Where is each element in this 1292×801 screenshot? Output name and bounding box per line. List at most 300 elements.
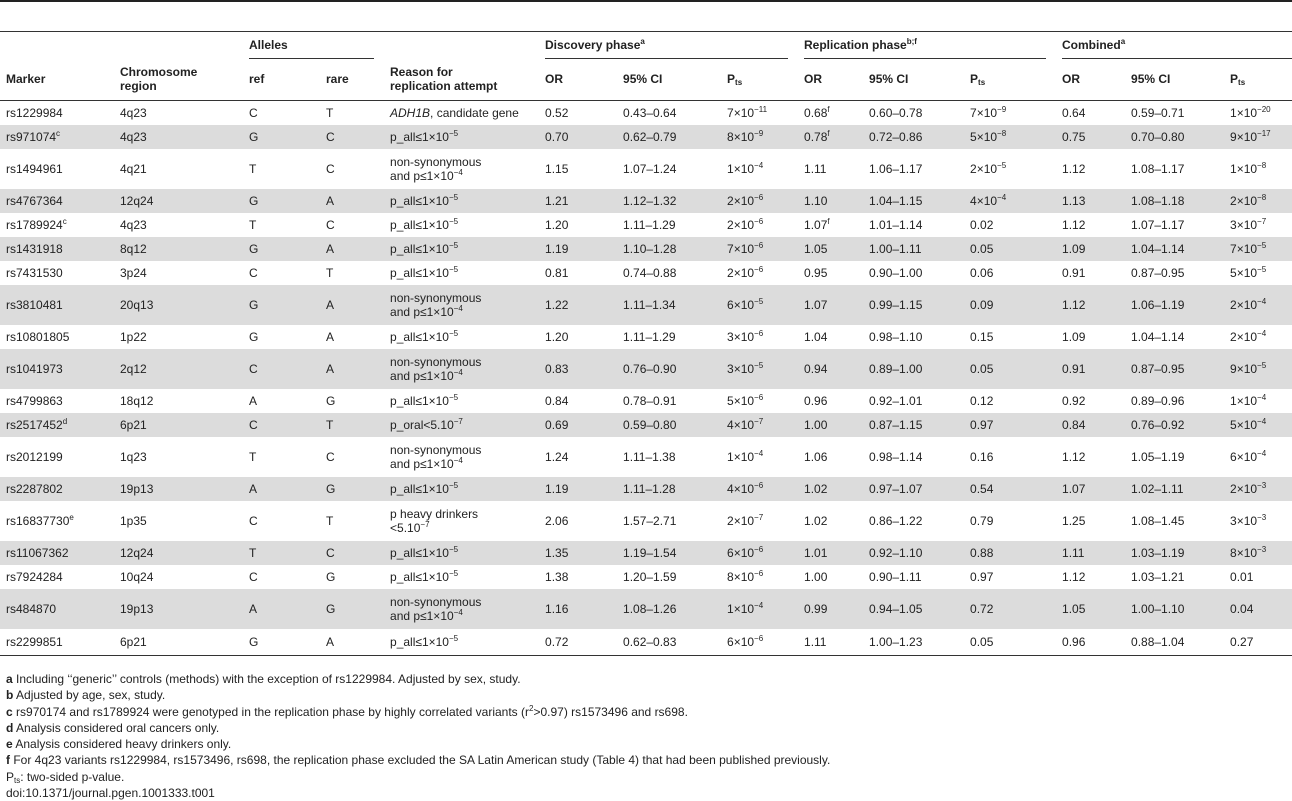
combined-p-cell: $7\times 10^{-5}$ <box>1230 240 1267 256</box>
combined-ci-cell: 1.02–1.11 <box>1131 481 1184 496</box>
combined-ci-cell: 0.59–0.71 <box>1131 105 1185 120</box>
replication-p-header: $P_{ts}$ <box>970 72 986 87</box>
discovery-or-cell: 1.21 <box>545 193 569 208</box>
combined-p-cell: $3\times 10^{-7}$ <box>1230 216 1267 232</box>
replication-p-cell: 0.05 <box>970 361 994 376</box>
combined-or-cell: 1.07 <box>1062 481 1086 496</box>
reason-cell: non-synonymous and $p\le 1\times 10^{-4}$ <box>390 354 482 383</box>
chromosome-cell: 18q12 <box>120 393 154 408</box>
discovery-p-cell: $1\times 10^{-4}$ <box>727 160 764 176</box>
ref-allele-cell: A <box>249 601 258 616</box>
combined-p-cell: $1\times 10^{-4}$ <box>1230 392 1267 408</box>
table-row <box>0 437 1292 477</box>
discovery-p-cell: $6\times 10^{-5}$ <box>727 296 764 312</box>
replication-p-cell: 0.16 <box>970 449 994 464</box>
ref-allele-cell: G <box>249 241 259 256</box>
combined-p-cell: $2\times 10^{-4}$ <box>1230 328 1267 344</box>
replication-or-cell: 1.00 <box>804 569 828 584</box>
reason-cell: $p\_all\le 1\times 10^{-5}$ <box>390 240 459 256</box>
combined-or-cell: 1.05 <box>1062 601 1086 616</box>
replication-or-cell: 1.04 <box>804 329 828 344</box>
replication-or-cell: 1.11 <box>804 634 827 649</box>
reason-cell: $p\_all\le 1\times 10^{-5}$ <box>390 328 459 344</box>
discovery-ci-cell: 0.43–0.64 <box>623 105 677 120</box>
reason-cell: $p\_all\le 1\times 10^{-5}$ <box>390 392 459 408</box>
replication-or-cell: 0.96 <box>804 393 828 408</box>
reason-cell: $p\_all\le 1\times 10^{-5}$ <box>390 128 459 144</box>
marker-cell: rs7431530 <box>6 265 63 280</box>
combined-p-cell: $9\times 10^{-5}$ <box>1230 360 1267 376</box>
table-row <box>0 349 1292 389</box>
discovery-p-cell: $6\times 10^{-6}$ <box>727 633 764 649</box>
replication-p-cell: 0.05 <box>970 634 994 649</box>
rare-allele-cell: A <box>326 193 335 208</box>
rare-allele-cell: A <box>326 241 335 256</box>
ref-allele-cell: C <box>249 361 258 376</box>
discovery-p-cell: $8\times 10^{-6}$ <box>727 568 764 584</box>
discovery-p-cell: $2\times 10^{-7}$ <box>727 512 764 528</box>
combined-p-cell: $2\times 10^{-4}$ <box>1230 296 1267 312</box>
chromosome-cell: 4q23 <box>120 217 147 232</box>
discovery-ci-cell: 1.08–1.26 <box>623 601 677 616</box>
replication-p-cell: 0.02 <box>970 217 994 232</box>
combined-or-cell: 1.09 <box>1062 329 1086 344</box>
replication-p-cell: 0.88 <box>970 545 994 560</box>
rare-allele-cell: C <box>326 129 335 144</box>
chromosome-cell: 4q23 <box>120 105 147 120</box>
combined-p-cell: $2\times 10^{-3}$ <box>1230 480 1267 496</box>
discovery-p-cell: $2\times 10^{-6}$ <box>727 216 764 232</box>
ref-allele-cell: T <box>249 217 257 232</box>
combined-or-cell: 1.12 <box>1062 217 1086 232</box>
combined-or-cell: 0.91 <box>1062 265 1086 280</box>
combined-ci-cell: 1.03–1.19 <box>1131 545 1185 560</box>
table-row <box>0 149 1292 189</box>
replication-p-cell: 0.09 <box>970 297 994 312</box>
ref-allele-cell: C <box>249 265 258 280</box>
combined-or-cell: 1.12 <box>1062 297 1086 312</box>
ref-allele-cell: T <box>249 161 257 176</box>
table-row <box>0 589 1292 629</box>
marker-cell: rs2299851 <box>6 634 63 649</box>
top-rule <box>0 0 1292 2</box>
ref-allele-cell: G <box>249 193 259 208</box>
discovery-or-cell: 1.16 <box>545 601 569 616</box>
chromosome-cell: 2q12 <box>120 361 147 376</box>
footnote-f: f For 4q23 variants rs1229984, rs1573496, rs698, the replication phase excluded the SA Latin American study (Table 4) that had been published previously. <box>6 753 831 768</box>
combined-or-cell: 1.11 <box>1062 545 1085 560</box>
marker-cell: rs2012199 <box>6 449 63 464</box>
combined-ci-cell: 1.05–1.19 <box>1131 449 1185 464</box>
replication-p-cell: 0.54 <box>970 481 994 496</box>
chromosome-cell: 20q13 <box>120 297 154 312</box>
chromosome-cell: 1q23 <box>120 449 147 464</box>
combined-p-cell: $5\times 10^{-5}$ <box>1230 264 1267 280</box>
chromosome-cell: 4q21 <box>120 161 147 176</box>
combined-ci-header: 95% CI <box>1131 72 1171 86</box>
combined-or-cell: 1.12 <box>1062 449 1086 464</box>
replication-p-cell: $4\times 10^{-4}$ <box>970 192 1007 208</box>
discovery-or-cell: 1.35 <box>545 545 569 560</box>
chromosome-cell: 12q24 <box>120 193 154 208</box>
marker-cell: rs971074$^c$ <box>6 128 61 144</box>
replication-or-cell: 1.07$^f$ <box>804 216 830 232</box>
rare-allele-cell: A <box>326 329 335 344</box>
replication-or-cell: 1.10 <box>804 193 828 208</box>
combined-or-cell: 0.96 <box>1062 634 1086 649</box>
table-row <box>0 501 1292 541</box>
combined-ci-cell: 1.04–1.14 <box>1131 241 1185 256</box>
discovery-ci-cell: 1.07–1.24 <box>623 161 677 176</box>
discovery-p-cell: $4\times 10^{-7}$ <box>727 416 764 432</box>
replication-ci-cell: 1.04–1.15 <box>869 193 923 208</box>
doi: doi:10.1371/journal.pgen.1001333.t001 <box>6 786 215 801</box>
replication-or-cell: 1.06 <box>804 449 828 464</box>
discovery-or-cell: 1.20 <box>545 217 569 232</box>
replication-ci-cell: 0.86–1.22 <box>869 513 923 528</box>
chromosome-cell: 1p35 <box>120 513 147 528</box>
reason-cell: non-synonymous and $p\le 1\times 10^{-4}$ <box>390 154 482 183</box>
table-row <box>0 261 1292 285</box>
replication-or-cell: 0.99 <box>804 601 828 616</box>
marker-cell: rs1789924$^c$ <box>6 216 67 232</box>
discovery-ci-header: 95% CI <box>623 72 663 86</box>
replication-p-cell: 0.72 <box>970 601 994 616</box>
combined-ci-cell: 0.89–0.96 <box>1131 393 1185 408</box>
replication-p-cell: 0.05 <box>970 241 994 256</box>
combined-p-cell: 0.01 <box>1230 569 1254 584</box>
combined-p-cell: $2\times 10^{-8}$ <box>1230 192 1267 208</box>
discovery-ci-cell: 1.20–1.59 <box>623 569 677 584</box>
combined-p-cell: $9\times 10^{-17}$ <box>1230 128 1271 144</box>
chromosome-cell: 4q23 <box>120 129 147 144</box>
rare-allele-cell: T <box>326 417 334 432</box>
combined-ci-cell: 0.87–0.95 <box>1131 361 1185 376</box>
marker-cell: rs11067362 <box>6 545 69 560</box>
discovery-or-cell: 2.06 <box>545 513 569 528</box>
discovery-or-cell: 1.15 <box>545 161 569 176</box>
discovery-ci-cell: 1.11–1.29 <box>623 217 676 232</box>
ref-allele-cell: A <box>249 393 258 408</box>
replication-ci-cell: 0.90–1.00 <box>869 265 923 280</box>
chromosome-cell: 8q12 <box>120 241 147 256</box>
reason-cell: $p\_all\le 1\times 10^{-5}$ <box>390 216 459 232</box>
discovery-or-header: OR <box>545 72 564 86</box>
combined-p-cell: 0.04 <box>1230 601 1254 616</box>
table-row <box>0 101 1292 125</box>
replication-or-cell: 1.07 <box>804 297 828 312</box>
replication-phase-header: Replication phase$^{b;f}$ <box>798 32 1056 59</box>
combined-or-cell: 1.12 <box>1062 569 1086 584</box>
alleles-header: Alleles <box>243 32 384 59</box>
replication-ci-cell: 0.97–1.07 <box>869 481 923 496</box>
combined-or-header: OR <box>1062 72 1081 86</box>
chromosome-cell: 1p22 <box>120 329 147 344</box>
combined-p-header: $P_{ts}$ <box>1230 72 1246 87</box>
ref-allele-cell: C <box>249 417 258 432</box>
replication-ci-header: 95% CI <box>869 72 909 86</box>
combined-p-cell: $1\times 10^{-20}$ <box>1230 104 1271 120</box>
table-row <box>0 541 1292 565</box>
combined-ci-cell: 0.70–0.80 <box>1131 129 1185 144</box>
footnote-e: e Analysis considered heavy drinkers only. <box>6 737 232 752</box>
combined-p-cell: $6\times 10^{-4}$ <box>1230 448 1267 464</box>
ref-allele-cell: G <box>249 129 259 144</box>
rare-col-header: rare <box>326 72 349 86</box>
discovery-ci-cell: 1.11–1.34 <box>623 297 676 312</box>
marker-cell: rs2287802 <box>6 481 63 496</box>
ref-allele-cell: T <box>249 449 257 464</box>
replication-ci-cell: 1.00–1.11 <box>869 241 922 256</box>
replication-p-cell: $5\times 10^{-8}$ <box>970 128 1007 144</box>
marker-cell: rs1494961 <box>6 161 63 176</box>
table-row <box>0 565 1292 589</box>
table-row <box>0 413 1292 437</box>
table-row <box>0 285 1292 325</box>
combined-ci-cell: 1.08–1.17 <box>1131 161 1185 176</box>
combined-or-cell: 1.25 <box>1062 513 1086 528</box>
rare-allele-cell: C <box>326 449 335 464</box>
replication-or-header: OR <box>804 72 823 86</box>
discovery-ci-cell: 0.78–0.91 <box>623 393 677 408</box>
discovery-or-cell: 1.20 <box>545 329 569 344</box>
rare-allele-cell: T <box>326 265 334 280</box>
discovery-ci-cell: 1.12–1.32 <box>623 193 677 208</box>
combined-ci-cell: 1.03–1.21 <box>1131 569 1185 584</box>
replication-ci-cell: 1.00–1.23 <box>869 634 923 649</box>
combined-p-cell: $3\times 10^{-3}$ <box>1230 512 1267 528</box>
rare-allele-cell: A <box>326 361 335 376</box>
combined-ci-cell: 1.06–1.19 <box>1131 297 1185 312</box>
ref-allele-cell: G <box>249 634 259 649</box>
marker-cell: rs16837730e <box>6 512 74 528</box>
rare-allele-cell: G <box>326 601 336 616</box>
replication-ci-cell: 0.72–0.86 <box>869 129 923 144</box>
combined-ci-cell: 0.88–1.04 <box>1131 634 1185 649</box>
replication-or-cell: 1.11 <box>804 161 827 176</box>
discovery-p-cell: $3\times 10^{-6}$ <box>727 328 764 344</box>
replication-or-cell: 0.95 <box>804 265 828 280</box>
replication-ci-cell: 0.60–0.78 <box>869 105 923 120</box>
table-body <box>0 101 1292 656</box>
reason-col-header: Reason for replication attempt <box>390 65 498 93</box>
reason-cell: non-synonymous and $p\le 1\times 10^{-4}$ <box>390 290 482 319</box>
discovery-p-cell: $1\times 10^{-4}$ <box>727 600 764 616</box>
discovery-p-header: $P_{ts}$ <box>727 72 743 87</box>
rare-allele-cell: T <box>326 105 334 120</box>
combined-ci-cell: 1.04–1.14 <box>1131 329 1185 344</box>
combined-p-cell: $5\times 10^{-4}$ <box>1230 416 1267 432</box>
rare-allele-cell: C <box>326 545 335 560</box>
discovery-or-cell: 0.81 <box>545 265 569 280</box>
chromosome-cell: 10q24 <box>120 569 154 584</box>
combined-p-cell: $1\times 10^{-8}$ <box>1230 160 1267 176</box>
replication-ci-cell: 0.98–1.10 <box>869 329 923 344</box>
chromosome-cell: 3p24 <box>120 265 147 280</box>
replication-p-cell: 0.15 <box>970 329 994 344</box>
combined-header: Combined$^a$ <box>1056 32 1292 59</box>
replication-ci-cell: 0.92–1.10 <box>869 545 923 560</box>
reason-cell: ADH1B, candidate gene <box>390 105 519 120</box>
discovery-or-cell: 1.19 <box>545 241 569 256</box>
chromosome-cell: 19p13 <box>120 601 154 616</box>
combined-or-cell: 0.91 <box>1062 361 1086 376</box>
marker-cell: rs7924284 <box>6 569 63 584</box>
discovery-or-cell: 0.70 <box>545 129 569 144</box>
replication-or-cell: 1.05 <box>804 241 828 256</box>
discovery-ci-cell: 0.74–0.88 <box>623 265 677 280</box>
replication-ci-cell: 0.98–1.14 <box>869 449 923 464</box>
replication-ci-cell: 1.01–1.14 <box>869 217 923 232</box>
table-row <box>0 629 1292 656</box>
reason-cell: non-synonymous and $p\le 1\times 10^{-4}$ <box>390 442 482 471</box>
table-row <box>0 389 1292 413</box>
ref-col-header: ref <box>249 72 265 86</box>
rare-allele-cell: G <box>326 481 336 496</box>
discovery-ci-cell: 1.11–1.29 <box>623 329 676 344</box>
discovery-ci-cell: 0.59–0.80 <box>623 417 677 432</box>
discovery-ci-cell: 1.11–1.38 <box>623 449 676 464</box>
ref-allele-cell: C <box>249 105 258 120</box>
rare-allele-cell: T <box>326 513 334 528</box>
results-table <box>0 31 1292 656</box>
discovery-ci-cell: 0.62–0.83 <box>623 634 677 649</box>
discovery-p-cell: $1\times 10^{-4}$ <box>727 448 764 464</box>
table-row <box>0 325 1292 349</box>
header-row-columns <box>0 58 1292 101</box>
discovery-phase-header: Discovery phase$^a$ <box>539 32 798 59</box>
marker-cell: rs1431918 <box>6 241 63 256</box>
table-row <box>0 477 1292 501</box>
ref-allele-cell: C <box>249 513 258 528</box>
footnotes <box>6 671 830 801</box>
discovery-p-cell: $2\times 10^{-6}$ <box>727 264 764 280</box>
replication-or-cell: 0.94 <box>804 361 828 376</box>
reason-cell: $p\_all\le 1\times 10^{-5}$ <box>390 480 459 496</box>
marker-cell: rs1229984 <box>6 105 63 120</box>
replication-ci-cell: 0.87–1.15 <box>869 417 923 432</box>
combined-ci-cell: 0.87–0.95 <box>1131 265 1185 280</box>
header-row-groups <box>0 32 1292 59</box>
chromosome-col-header: Chromosome region <box>120 65 198 93</box>
combined-or-cell: 1.12 <box>1062 161 1086 176</box>
chromosome-cell: 6p21 <box>120 417 147 432</box>
discovery-or-cell: 1.19 <box>545 481 569 496</box>
discovery-ci-cell: 1.10–1.28 <box>623 241 677 256</box>
replication-p-cell: $2\times 10^{-5}$ <box>970 160 1007 176</box>
reason-cell: $p\_all\le 1\times 10^{-5}$ <box>390 544 459 560</box>
marker-cell: rs10801805 <box>6 329 70 344</box>
footnote-c: c rs970174 and rs1789924 were genotyped in the replication phase by highly correlated variants $(r^2>0.97)$ rs1573496 and rs698. <box>6 703 688 719</box>
reason-cell: p heavy drinkers $<5.10^{-7}$ <box>390 506 479 535</box>
replication-p-cell: $7\times 10^{-9}$ <box>970 104 1007 120</box>
combined-ci-cell: 1.00–1.10 <box>1131 601 1185 616</box>
replication-or-cell: 0.78$^f$ <box>804 128 830 144</box>
combined-or-cell: 0.75 <box>1062 129 1086 144</box>
marker-cell: rs4799863 <box>6 393 63 408</box>
combined-ci-cell: 1.08–1.45 <box>1131 513 1185 528</box>
replication-p-cell: 0.79 <box>970 513 994 528</box>
rare-allele-cell: A <box>326 634 335 649</box>
discovery-p-cell: $2\times 10^{-6}$ <box>727 192 764 208</box>
discovery-ci-cell: 1.11–1.28 <box>623 481 676 496</box>
reason-cell: $p\_all\le 1\times 10^{-5}$ <box>390 192 459 208</box>
rare-allele-cell: A <box>326 297 335 312</box>
marker-col-header: Marker <box>6 72 46 86</box>
ref-allele-cell: G <box>249 297 259 312</box>
marker-cell: rs3810481 <box>6 297 63 312</box>
replication-p-cell: 0.12 <box>970 393 994 408</box>
combined-or-cell: 1.13 <box>1062 193 1086 208</box>
ref-allele-cell: G <box>249 329 259 344</box>
combined-p-cell: 0.27 <box>1230 634 1254 649</box>
ref-allele-cell: T <box>249 545 257 560</box>
discovery-or-cell: 0.52 <box>545 105 569 120</box>
discovery-or-cell: 1.38 <box>545 569 569 584</box>
replication-p-cell: 0.97 <box>970 569 994 584</box>
replication-ci-cell: 0.92–1.01 <box>869 393 923 408</box>
pts-note: $P_{ts}$: two-sided p-value. <box>6 769 125 785</box>
replication-or-cell: 1.02 <box>804 481 828 496</box>
chromosome-cell: 12q24 <box>120 545 154 560</box>
ref-allele-cell: A <box>249 481 258 496</box>
discovery-ci-cell: 1.57–2.71 <box>623 513 677 528</box>
combined-ci-cell: 0.76–0.92 <box>1131 417 1185 432</box>
marker-cell: rs484870 <box>6 601 57 616</box>
replication-ci-cell: 0.99–1.15 <box>869 297 923 312</box>
discovery-p-cell: $6\times 10^{-6}$ <box>727 544 764 560</box>
discovery-p-cell: $5\times 10^{-6}$ <box>727 392 764 408</box>
rare-allele-cell: C <box>326 161 335 176</box>
combined-or-cell: 1.09 <box>1062 241 1086 256</box>
ref-allele-cell: C <box>249 569 258 584</box>
replication-or-cell: 0.68$^f$ <box>804 104 830 120</box>
combined-or-cell: 0.92 <box>1062 393 1086 408</box>
combined-ci-cell: 1.08–1.18 <box>1131 193 1185 208</box>
replication-p-cell: 0.06 <box>970 265 994 280</box>
replication-ci-cell: 0.89–1.00 <box>869 361 923 376</box>
replication-or-cell: 1.00 <box>804 417 828 432</box>
discovery-p-cell: $4\times 10^{-6}$ <box>727 480 764 496</box>
discovery-or-cell: 0.83 <box>545 361 569 376</box>
replication-ci-cell: 1.06–1.17 <box>869 161 923 176</box>
chromosome-cell: 19p13 <box>120 481 154 496</box>
replication-or-cell: 1.01 <box>804 545 828 560</box>
reason-cell: $p\_all\le 1\times 10^{-5}$ <box>390 568 459 584</box>
discovery-p-cell: $7\times 10^{-6}$ <box>727 240 764 256</box>
discovery-or-cell: 0.84 <box>545 393 569 408</box>
discovery-or-cell: 1.22 <box>545 297 569 312</box>
discovery-p-cell: $7\times 10^{-11}$ <box>727 104 768 120</box>
discovery-p-cell: $3\times 10^{-5}$ <box>727 360 764 376</box>
footnote-b: b Adjusted by age, sex, study. <box>6 688 166 703</box>
table-row <box>0 213 1292 237</box>
replication-ci-cell: 0.90–1.11 <box>869 569 922 584</box>
combined-ci-cell: 1.07–1.17 <box>1131 217 1185 232</box>
replication-p-cell: 0.97 <box>970 417 994 432</box>
discovery-ci-cell: 0.62–0.79 <box>623 129 677 144</box>
discovery-ci-cell: 0.76–0.90 <box>623 361 677 376</box>
chromosome-cell: 6p21 <box>120 634 147 649</box>
rare-allele-cell: C <box>326 217 335 232</box>
replication-ci-cell: 0.94–1.05 <box>869 601 923 616</box>
discovery-or-cell: 0.69 <box>545 417 569 432</box>
marker-cell: rs1041973 <box>6 361 63 376</box>
discovery-ci-cell: 1.19–1.54 <box>623 545 677 560</box>
rare-allele-cell: G <box>326 393 336 408</box>
table-row <box>0 189 1292 213</box>
reason-cell: $p\_oral<5.10^{-7}$ <box>390 416 463 432</box>
